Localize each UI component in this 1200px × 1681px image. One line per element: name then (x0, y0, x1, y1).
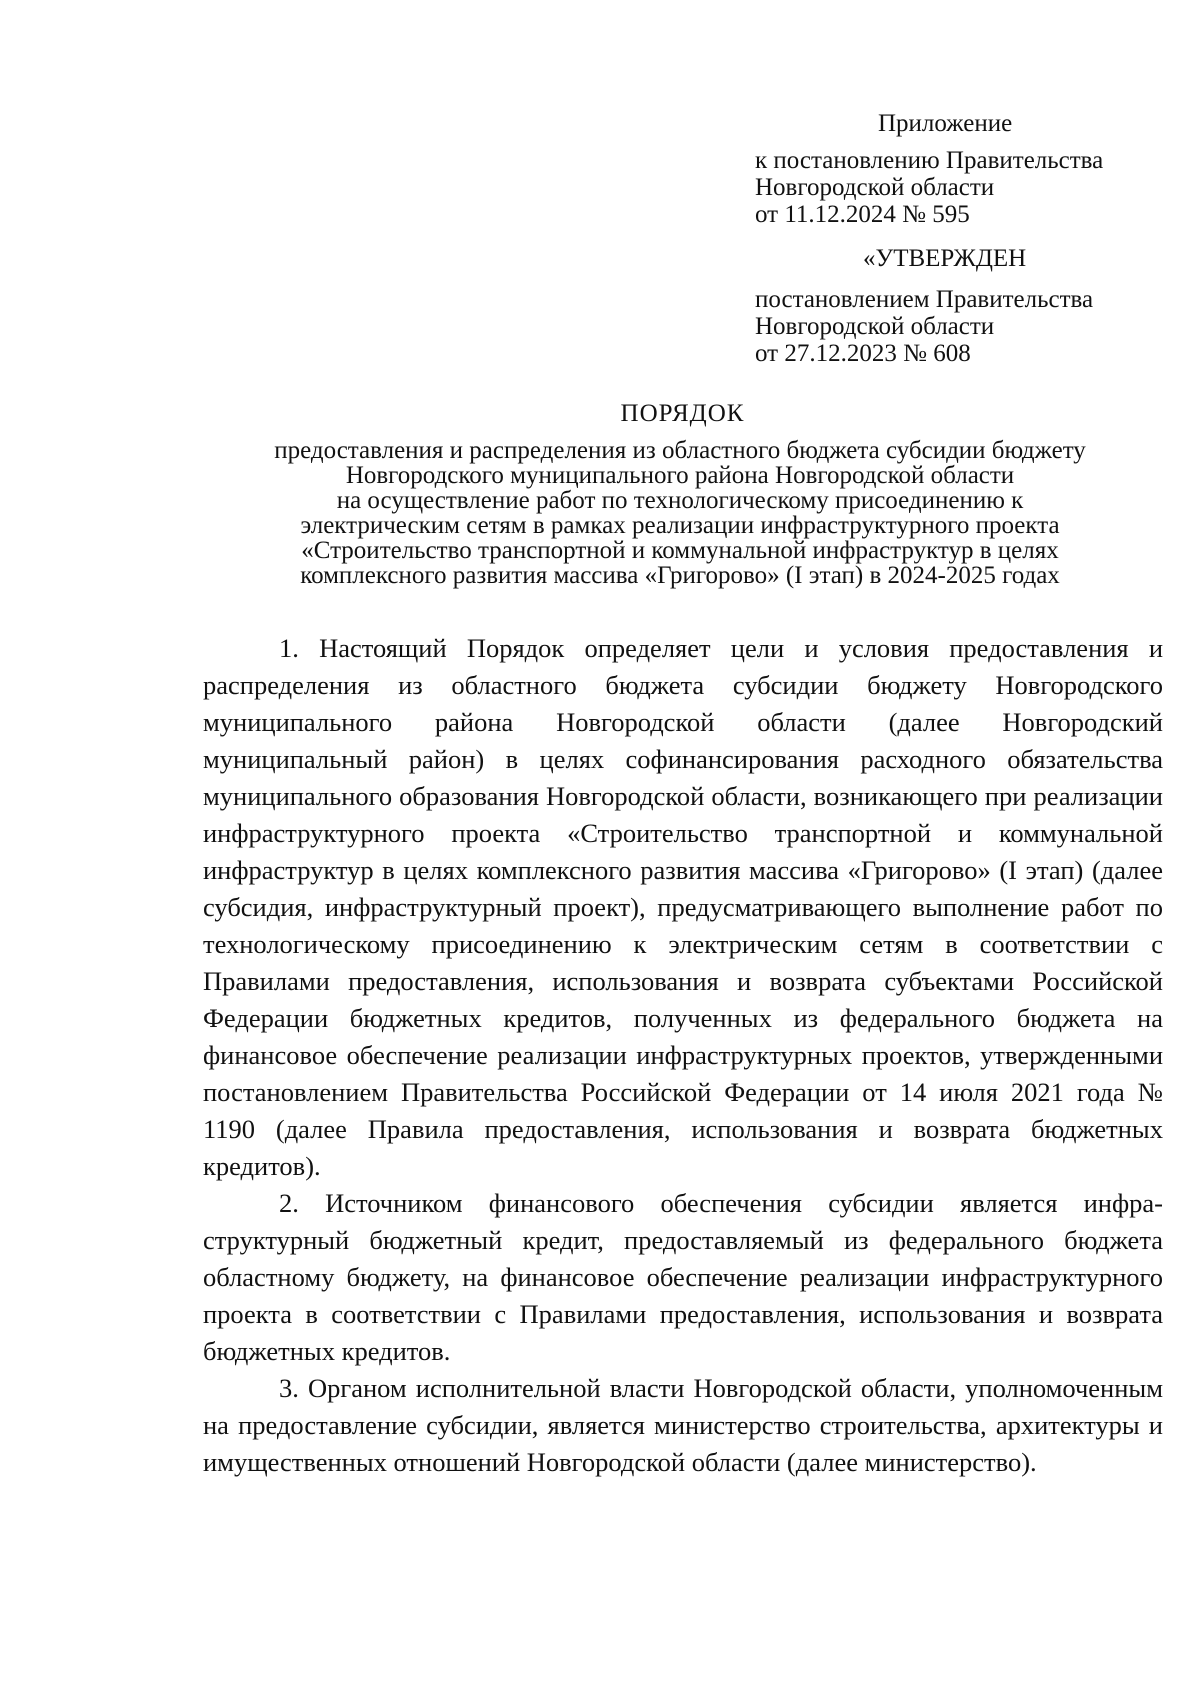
approved-heading: «УТВЕРЖДЕН (863, 245, 1027, 272)
annex-block (755, 110, 1175, 228)
subtitle-line: на осуществление работ по технологическому присоединению к (336, 487, 1024, 514)
annex-line: Новгородской области (755, 174, 995, 201)
subtitle-line: предоставления и распределения из областного бюджета субсидии бюджету (274, 437, 1086, 464)
subtitle-line: электрическим сетям в рамках реализации инфраструктурного проекта (300, 512, 1060, 539)
approved-line: Новгородской области (755, 313, 995, 340)
document-body (203, 630, 1163, 1481)
document-subtitle (210, 438, 1150, 588)
paragraph-3: 3. Органом исполнительной власти Новгородской области, уполномоченным на предоставление субсидии, является министерство строительства, архитектуры и имущественных отношений Новгородской области (далее министерство). (203, 1373, 1163, 1477)
subtitle-line: комплексного развития массива «Григорово» (I этап) в 2024-2025 годах (300, 562, 1060, 589)
approved-block (755, 245, 1175, 367)
paragraph-2: 2. Источником финансового обеспечения субсидии является инфраструктурный бюджетный кредит, предоставляемый из федерального бюджета областному бюджету, на финансовое обеспечение реализации инфраструктурного проекта в соответствии с Правилами предоставления, использования и возврата бюджетных кредитов. (203, 1188, 1163, 1366)
subtitle-line: Новгородского муниципального района Новгородской области (345, 462, 1015, 489)
approved-line: постановлением Правительства (755, 286, 1094, 313)
approved-line: от 27.12.2023 № 608 (755, 340, 971, 367)
annex-line: к постановлению Правительства (755, 147, 1104, 174)
document-title: ПОРЯДОК (620, 400, 745, 427)
annex-heading: Приложение (878, 110, 1013, 137)
subtitle-line: «Строительство транспортной и коммунальной инфраструктур в целях (301, 537, 1059, 564)
paragraph-1: 1. Настоящий Порядок определяет цели и условия предоставления и распределения из областного бюджета субсидии бюджету Новгородского муниципального района Новгородской области (далее Новгородский муниципальный район) в целях софинансирования расходного обязательства муниципального образования Новгородской области, возникающего при реализации инфраструктурного проекта «Строительство транспортной и коммунальной инфраструктур в целях комплексного развития массива «Григорово» (I этап) (далее субсидия, инфраструктурный проект), предусматривающего выполнение работ по технологическому присоединению к электрическим сетям в соответствии с Правилами предоставления, использования и возврата субъектами Российской Федерации бюджетных кредитов, полученных из федерального бюджета на финансовое обеспечение реализации инфраструктурных проектов, утвержденными постановлением Правительства Российской Федерации от 14 июля 2021 года № 1190 (далее Правила предоставления, использования и возврата бюджетных кредитов). (203, 633, 1163, 1181)
annex-line: от 11.12.2024 № 595 (755, 201, 970, 228)
